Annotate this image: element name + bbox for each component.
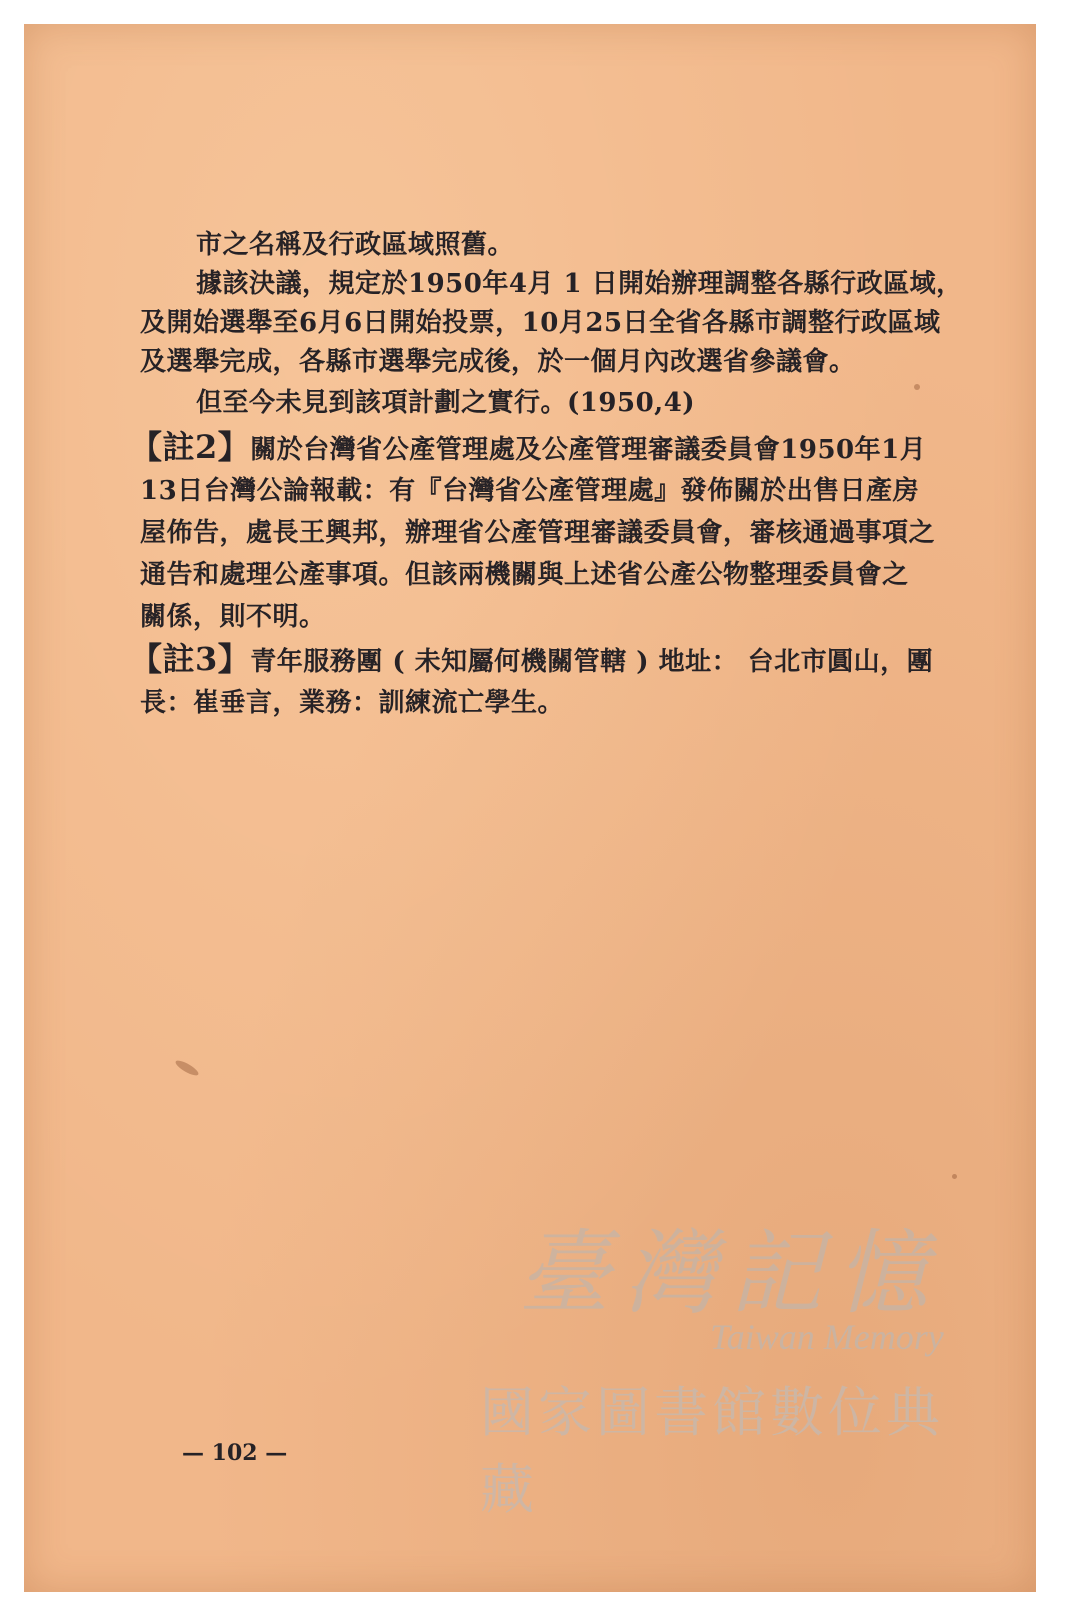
note-2-marker: 【註2】 [130,428,251,466]
note-2-first-line [130,428,950,469]
note-2-text: 關於台灣省公產管理處及公產管理審議委員會1950年1月 [250,435,927,465]
body-line: 但至今未見到該項計劃之實行。(1950,4) [196,388,696,418]
page-number: — 102 — [182,1440,288,1466]
note-2-line: 13日台灣公論報載：有『台灣省公產管理處』發佈關於出售日產房 [140,476,920,506]
body-line: 及開始選舉至6月6日開始投票，10月25日全省各縣市調整行政區域 [140,308,941,338]
body-line: 市之名稱及行政區域照舊。 [196,230,515,260]
note-3-line: 長：崔垂言，業務：訓練流亡學生。 [140,688,565,718]
watermark-english: Taiwan Memory [710,1317,944,1357]
stain-mark [174,1058,201,1078]
body-line: 及選舉完成，各縣市選舉完成後，於一個月內改選省參議會。 [140,347,856,377]
note-2-line: 屋佈告，處長王興邦，辦理省公產管理審議委員會，審核通過事項之 [140,518,936,548]
watermark-library: 國家圖書館數位典藏 [480,1381,944,1521]
body-line: 據該決議，規定於1950年4月 1 日開始辦理調整各縣行政區域， [196,269,963,299]
watermark-script: 臺灣記憶 [517,1220,942,1327]
note-3-first-line [130,640,950,681]
note-2-line: 通告和處理公產事項。但該兩機關與上述省公產公物整理委員會之 [140,560,909,590]
library-watermark [470,1180,990,1521]
stain-dot [952,1174,957,1179]
note-3-text: 青年服務團 ( 未知屬何機關管轄 ) 地址： 台北市圓山，團 [250,647,934,677]
note-3-marker: 【註3】 [130,640,251,678]
note-2-line: 關係，則不明。 [140,602,326,632]
